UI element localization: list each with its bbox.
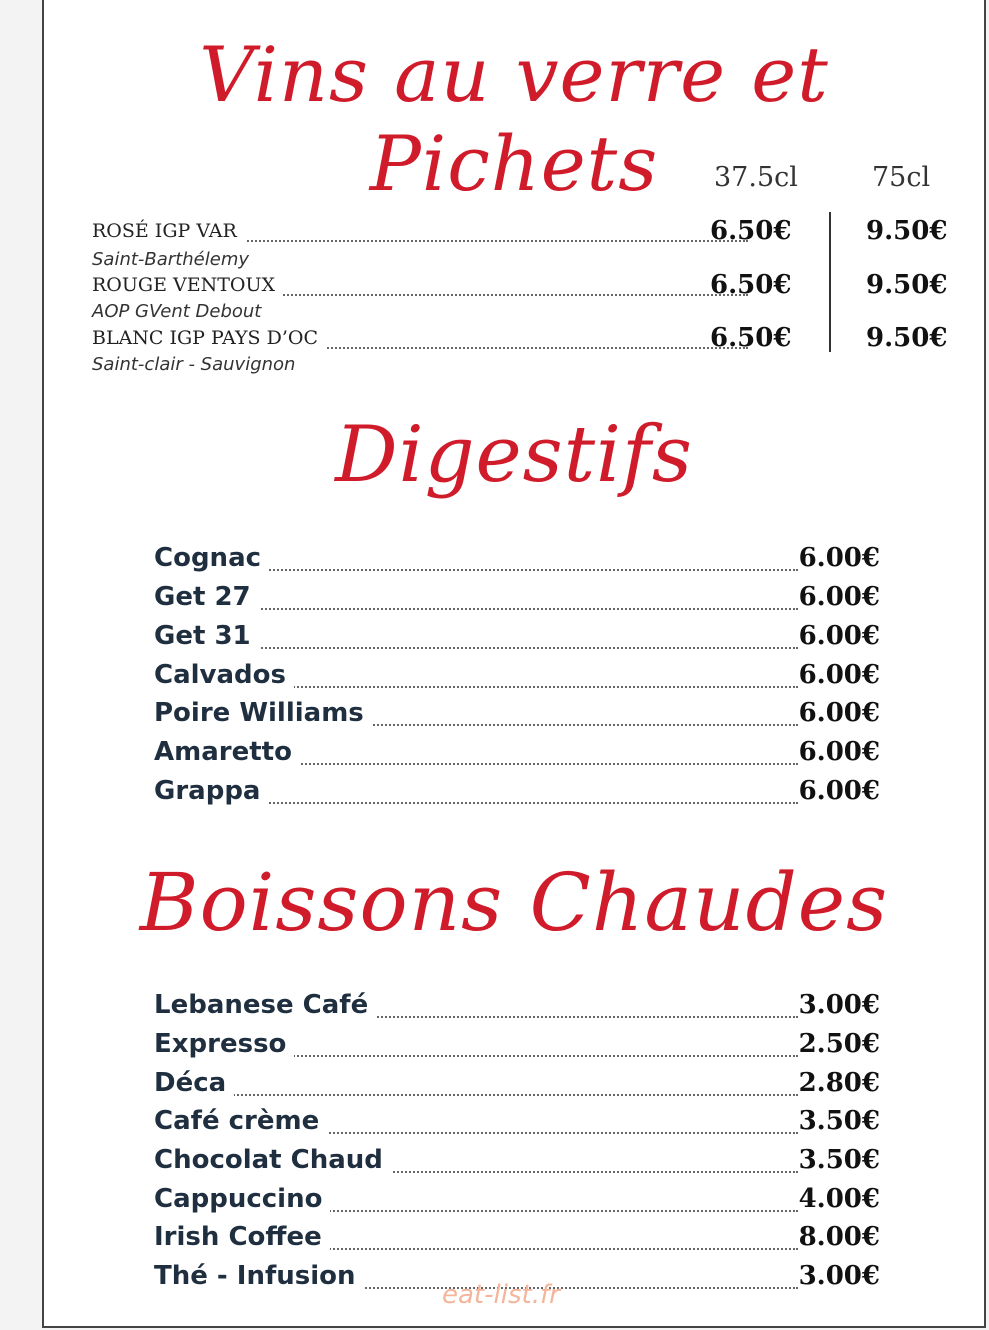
wine-item xyxy=(92,216,948,246)
list-item xyxy=(154,582,880,618)
leader-dots xyxy=(154,1094,798,1096)
wine-item xyxy=(92,270,948,300)
item-price: 6.00€ xyxy=(798,660,880,690)
list-item xyxy=(154,698,880,734)
item-name: Get 31 xyxy=(154,621,259,651)
wine-name: ROUGE VENTOUX xyxy=(92,274,283,296)
item-name: Thé - Infusion xyxy=(154,1261,364,1291)
item-name: Cognac xyxy=(154,543,269,573)
list-item xyxy=(154,1029,880,1065)
hot-drinks-section-title: Boissons Chaudes xyxy=(139,856,889,949)
item-price: 3.00€ xyxy=(798,1261,880,1291)
item-price: 2.50€ xyxy=(798,1029,880,1059)
wines-col-large-header: 75cl xyxy=(872,162,931,193)
list-item xyxy=(154,737,880,773)
wine-name: ROSÉ IGP VAR xyxy=(92,220,245,242)
item-price: 4.00€ xyxy=(798,1184,880,1214)
wine-price-large: 9.50€ xyxy=(866,323,948,353)
list-item xyxy=(154,776,880,812)
item-name: Get 27 xyxy=(154,582,259,612)
item-name: Expresso xyxy=(154,1029,294,1059)
wine-item xyxy=(92,323,948,353)
item-price: 3.50€ xyxy=(798,1106,880,1136)
wine-subtitle: AOP GVent Debout xyxy=(92,301,262,322)
item-price: 8.00€ xyxy=(798,1222,880,1252)
wine-subtitle: Saint-clair - Sauvignon xyxy=(92,354,296,375)
wine-price-small: 6.50€ xyxy=(710,270,792,300)
item-price: 6.00€ xyxy=(798,582,880,612)
wine-price-small: 6.50€ xyxy=(710,216,792,246)
list-item xyxy=(154,1145,880,1181)
list-item xyxy=(154,1222,880,1258)
list-item xyxy=(154,1184,880,1220)
watermark: eat-list.fr xyxy=(442,1280,560,1310)
item-price: 6.00€ xyxy=(798,776,880,806)
list-item xyxy=(154,543,880,579)
item-name: Poire Williams xyxy=(154,698,372,728)
wine-subtitle: Saint-Barthélemy xyxy=(92,249,249,270)
item-name: Calvados xyxy=(154,660,294,690)
wines-section-title: Vins au verre et Pichets xyxy=(199,30,829,208)
list-item xyxy=(154,1106,880,1142)
item-name: Chocolat Chaud xyxy=(154,1145,391,1175)
item-price: 3.50€ xyxy=(798,1145,880,1175)
item-name: Déca xyxy=(154,1068,234,1098)
item-price: 2.80€ xyxy=(798,1068,880,1098)
item-name: Grappa xyxy=(154,776,268,806)
item-price: 6.00€ xyxy=(798,737,880,767)
item-name: Café crème xyxy=(154,1106,327,1136)
item-name: Cappuccino xyxy=(154,1184,330,1214)
list-item xyxy=(154,660,880,696)
menu-page xyxy=(42,0,986,1328)
wine-price-large: 9.50€ xyxy=(866,216,948,246)
digestifs-section-title: Digestifs xyxy=(335,410,693,500)
item-name: Irish Coffee xyxy=(154,1222,330,1252)
list-item xyxy=(154,990,880,1026)
item-name: Lebanese Café xyxy=(154,990,376,1020)
wine-name: BLANC IGP PAYS D’OC xyxy=(92,327,326,349)
wine-price-large: 9.50€ xyxy=(866,270,948,300)
list-item xyxy=(154,621,880,657)
list-item xyxy=(154,1068,880,1104)
item-price: 3.00€ xyxy=(798,990,880,1020)
wines-col-small-header: 37.5cl xyxy=(714,162,798,193)
item-price: 6.00€ xyxy=(798,543,880,573)
item-price: 6.00€ xyxy=(798,621,880,651)
item-price: 6.00€ xyxy=(798,698,880,728)
wine-price-small: 6.50€ xyxy=(710,323,792,353)
item-name: Amaretto xyxy=(154,737,300,767)
